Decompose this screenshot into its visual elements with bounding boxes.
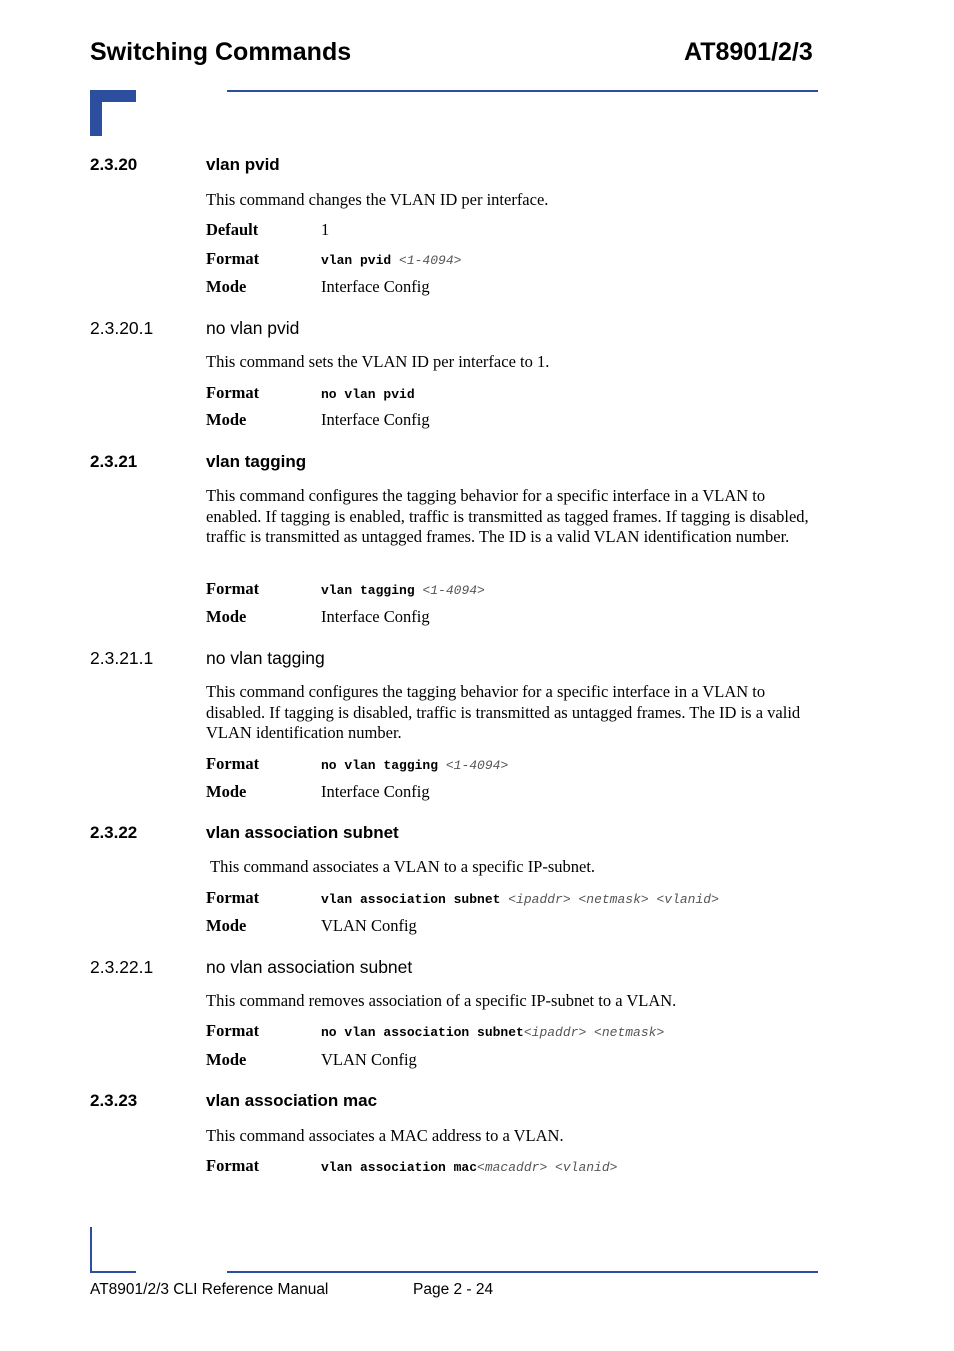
command-text: vlan association subnet [321, 892, 501, 907]
command-text: no vlan tagging [321, 758, 439, 773]
section-description: This command configures the tagging behavior for a specific interface in a VLAN to disabled. If tagging is disabled, traffic is transmitted as untagged frames. The ID is a valid VLAN identification number. [206, 682, 801, 742]
default-value: 1 [321, 220, 330, 239]
section-description: This command associates a VLAN to a specific IP-subnet. [210, 857, 596, 876]
format-label: Format [206, 888, 260, 907]
format-label: Format [206, 249, 260, 268]
command-text: vlan tagging [321, 583, 415, 598]
subsection-number: 2.3.21.1 [90, 648, 154, 668]
command-args: <1-4094> [422, 583, 485, 598]
format-syntax [321, 1025, 664, 1040]
format-label: Format [206, 754, 260, 773]
section-title: vlan association subnet [206, 823, 399, 842]
command-text: no vlan pvid [321, 387, 415, 402]
subsection-number: 2.3.22.1 [90, 957, 154, 977]
subsection-title: no vlan association subnet [206, 957, 413, 977]
corner-mark-bottom [90, 1227, 136, 1273]
mode-value: Interface Config [321, 782, 430, 801]
command-text: vlan association mac [321, 1160, 478, 1175]
section-number: 2.3.22 [90, 823, 138, 842]
format-syntax [321, 253, 461, 268]
section-description: This command sets the VLAN ID per interface to 1. [206, 352, 550, 371]
subsection-title: no vlan tagging [206, 648, 325, 668]
command-args: <ipaddr> <netmask> [523, 1025, 665, 1040]
section-title: vlan association mac [206, 1091, 378, 1110]
header-title: Switching Commands [90, 38, 352, 66]
corner-mark-top [90, 90, 136, 136]
command-text: vlan pvid [321, 253, 392, 268]
section-number: 2.3.21 [90, 452, 138, 471]
command-args: <1-4094> [445, 758, 509, 773]
subsection-number: 2.3.20.1 [90, 318, 154, 338]
format-label: Format [206, 1156, 260, 1175]
section-description: This command changes the VLAN ID per interface. [206, 190, 549, 209]
header-rule [227, 90, 818, 92]
header-product: AT8901/2/3 [684, 38, 813, 66]
mode-label: Mode [206, 782, 247, 801]
mode-label: Mode [206, 916, 247, 935]
section-description: This command associates a MAC address to a VLAN. [206, 1126, 564, 1145]
format-label: Format [206, 579, 260, 598]
section-number: 2.3.20 [90, 155, 138, 174]
mode-label: Mode [206, 410, 247, 429]
mode-value: VLAN Config [321, 1050, 417, 1069]
command-text: no vlan association subnet [321, 1025, 524, 1040]
format-label: Format [206, 383, 260, 402]
section-title: vlan tagging [206, 452, 307, 471]
footer-rule [227, 1271, 818, 1273]
subsection-title: no vlan pvid [206, 318, 300, 338]
mode-value: Interface Config [321, 277, 430, 296]
format-syntax [321, 892, 719, 907]
default-label: Default [206, 220, 259, 239]
mode-label: Mode [206, 1050, 247, 1069]
format-syntax [321, 1160, 617, 1175]
format-syntax [321, 758, 508, 773]
section-description: This command configures the tagging behavior for a specific interface in a VLAN to enabled. If tagging is enabled, traffic is transmitted as tagged frames. If tagging is disabled, traffic is transmitted as untagged frames. The ID is a valid VLAN identification number. [206, 486, 809, 546]
command-args: <ipaddr> <netmask> <vlanid> [508, 892, 719, 907]
mode-value: VLAN Config [321, 916, 417, 935]
format-syntax [321, 583, 485, 598]
section-number: 2.3.23 [90, 1091, 138, 1110]
mode-label: Mode [206, 277, 247, 296]
command-args: <macaddr> <vlanid> [477, 1160, 618, 1175]
section-title: vlan pvid [206, 155, 280, 174]
command-args: <1-4094> [399, 253, 462, 268]
format-label: Format [206, 1021, 260, 1040]
section-description: This command removes association of a specific IP-subnet to a VLAN. [206, 991, 677, 1010]
format-syntax [321, 387, 415, 402]
footer-manual-title: AT8901/2/3 CLI Reference Manual [90, 1281, 329, 1298]
footer-page-number: Page 2 - 24 [413, 1281, 494, 1298]
mode-label: Mode [206, 607, 247, 626]
mode-value: Interface Config [321, 607, 430, 626]
mode-value: Interface Config [321, 410, 430, 429]
